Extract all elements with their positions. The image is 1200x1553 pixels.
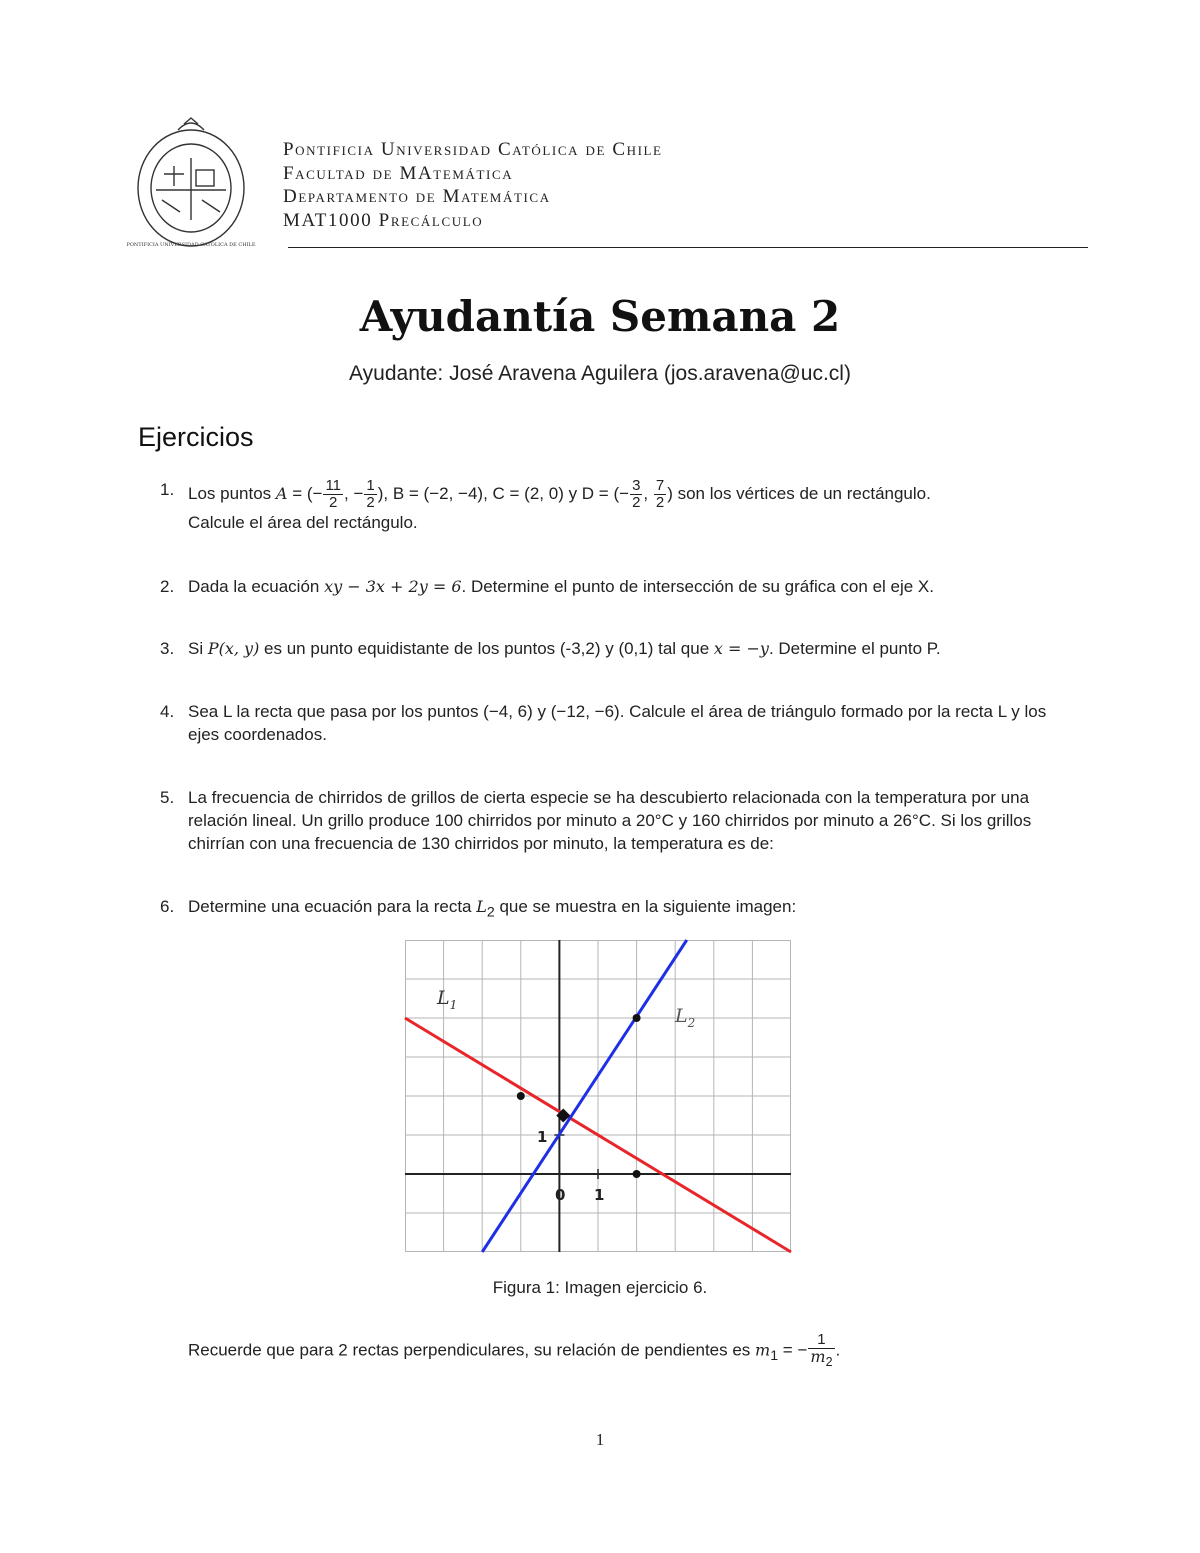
university-seal [126,112,256,254]
page-number: 1 [595,1430,605,1449]
seal-text: PONTIFICIA UNIVERSIDAD CATOLICA DE CHILE [126,242,256,248]
data-point [633,1170,641,1178]
exercise-text: Determine una ecuación para la recta $L_2$ que se muestra en la siguiente imagen: [188,897,797,921]
exercise-text: Sea L la recta que pasa por los puntos (−4, 6) y (−12, −6). Calcule el área de triángulo formado por la recta L y los ejes coordenados. [188,702,1047,744]
data-point [633,1014,641,1022]
label-l1: $L_1$ [437,987,458,1012]
exercise-number: 6. [160,897,175,916]
exercise-number: 1. [160,480,175,499]
section-title: Ejercicios [138,422,254,452]
university-name: Pontificia Universidad Católica de Chile [283,139,663,160]
exercise-text: Los puntos A = (− $\frac{11}{2}$ , − $\frac{1}{2}$ ), B = (−2, −4), C = (2, 0) y D = (− $\frac{3}{2}$ , $\frac{7}{2}$ ) son los vértices de un rectángulo. Calcule el área del rectángulo. [188,477,931,532]
figure-lines [405,940,791,1252]
faculty-name: Facultad de MAtemática [283,162,514,184]
exercise-text: Dada la ecuación xy − 3x + 2y = 6. Determine el punto de intersección de su gráfica con el eje X. [188,577,934,596]
exercise-number: 2. [160,577,175,596]
grid [405,940,791,1252]
exercise-text: Si P(x, y) es un punto equidistante de los puntos (-3,2) y (0,1) tal que x = −y. Determine el punto P. [188,639,941,658]
data-point [517,1092,525,1100]
exercise-number: 4. [160,702,175,721]
department-name: Departamento de Matemática [283,186,551,207]
institution-header [283,138,663,232]
header-rule [288,247,1088,248]
perpendicular-remark: Recuerde que para 2 rectas perpendiculares, su relación de pendientes es $m_1$ = − $\frac{1}{m_2}$ . [188,1331,841,1369]
tick-label-x: 1 [594,1186,605,1204]
origin-label: 0 [555,1186,566,1204]
document-title: Ayudantía Semana 2 [359,292,841,341]
course-name: MAT1000 Precálculo [283,209,484,231]
exercise-number: 3. [160,639,175,658]
figure-caption: Figura 1: Imagen ejercicio 6. [492,1278,708,1297]
label-l2: $L_2$ [675,1005,696,1030]
author-line: Ayudante: José Aravena Aguilera (jos.aravena@uc.cl) [349,362,851,385]
exercise-number: 5. [160,788,175,807]
tick-label-y: 1 [537,1128,548,1146]
exercise-text: La frecuencia de chirridos de grillos de cierta especie se ha descubierto relacionada con la temperatura por una relación lineal. Un grillo produce 100 chirridos por minuto a 20°C y 160 chirridos por minuto a 26°C. Si los grillos chirrían con una frecuencia de 130 chirridos por minuto, la temperatura es de: [188,788,1032,853]
